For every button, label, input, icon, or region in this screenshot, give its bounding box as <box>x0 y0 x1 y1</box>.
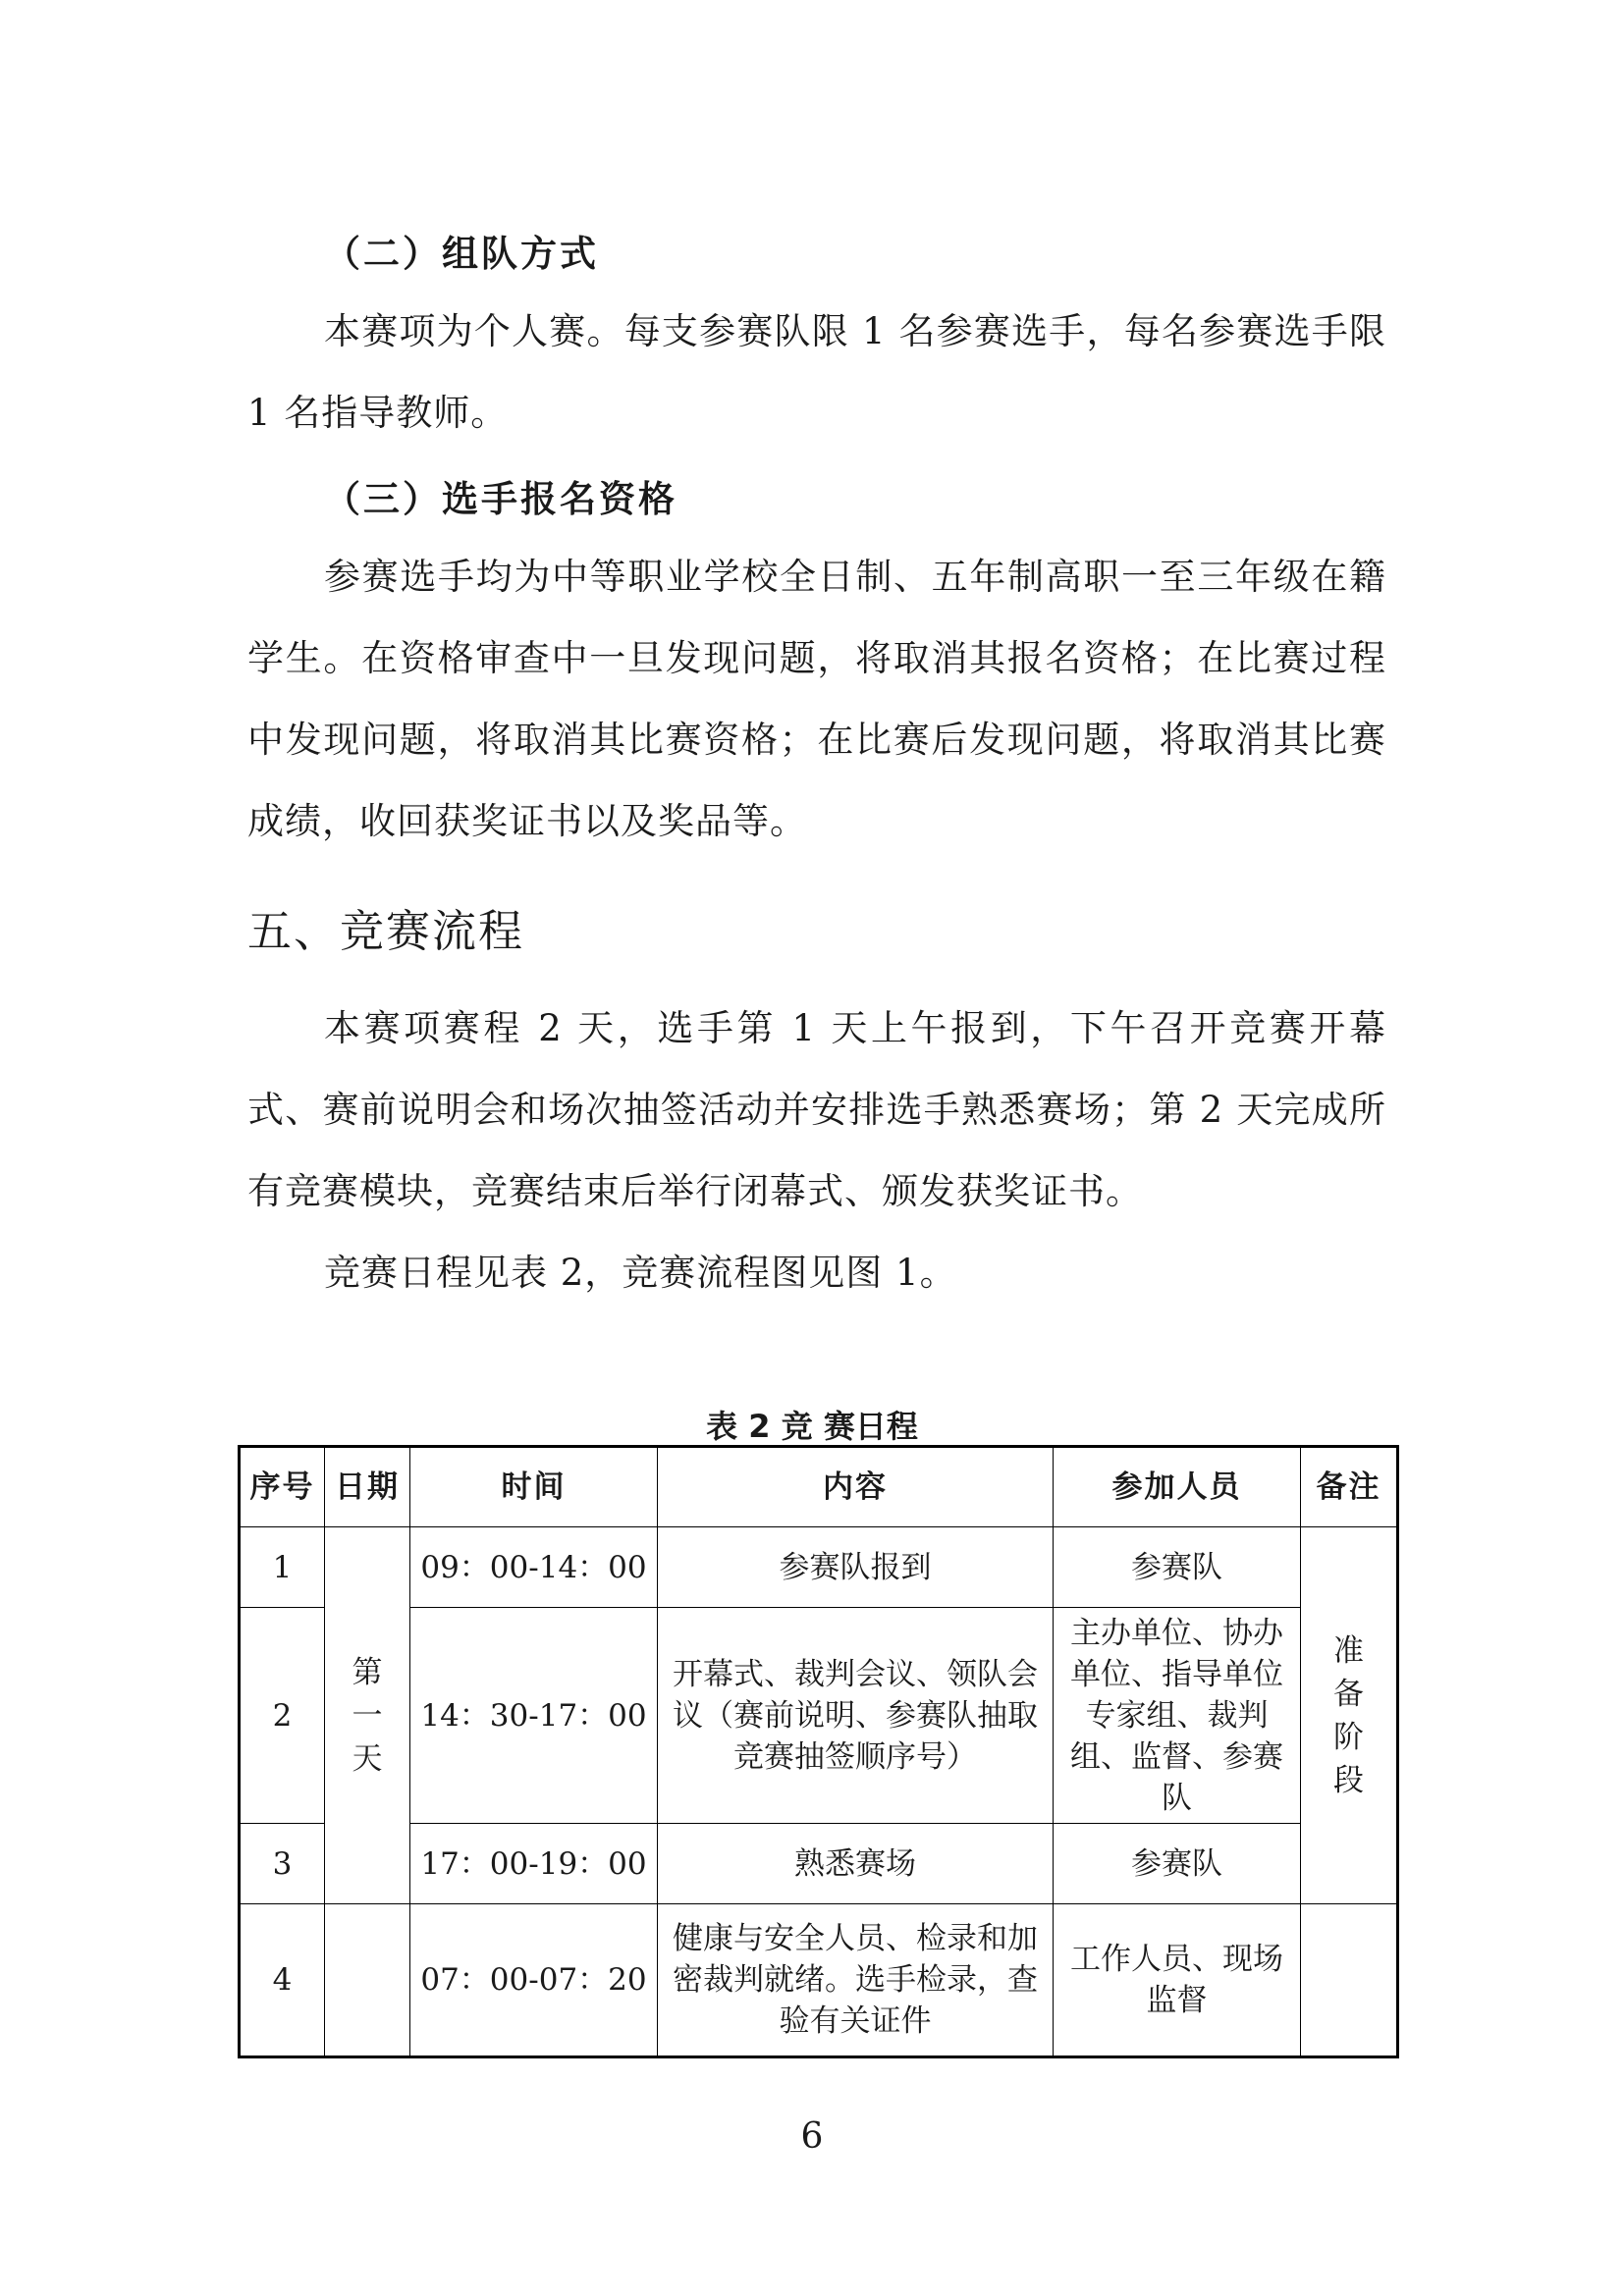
cell-content: 熟悉赛场 <box>658 1824 1054 1904</box>
table-row <box>240 1904 1398 2057</box>
cell-note-empty <box>1301 1904 1398 2057</box>
section-5-heading: 五、竞赛流程 <box>247 905 525 957</box>
cell-no: 2 <box>240 1608 325 1824</box>
cell-no: 1 <box>240 1527 325 1608</box>
cell-content: 参赛队报到 <box>658 1527 1054 1608</box>
header-date: 日期 <box>325 1447 410 1527</box>
section-3-title: （三）选手报名资格 <box>324 478 677 520</box>
table-row <box>240 1824 1398 1904</box>
section-3-text <box>247 536 1386 862</box>
cell-date-empty <box>325 1904 410 2057</box>
section-5-paragraph-1: 本赛项赛程 2 天，选手第 1 天上午报到，下午召开竞赛开幕式、赛前说明会和场次抽签活动并安排选手熟悉赛场；第 2 天完成所有竞赛模块，竞赛结束后举行闭幕式、颁发获奖证书。 <box>247 1007 1386 1212</box>
schedule-table <box>238 1445 1399 2058</box>
cell-people: 工作人员、现场监督 <box>1054 1904 1301 2057</box>
table-caption: 表 2 竞 赛日程 <box>706 1408 918 1445</box>
cell-content: 健康与安全人员、检录和加密裁判就绪。选手检录，查验有关证件 <box>658 1904 1054 2057</box>
cell-time: 14：30-17：00 <box>410 1608 658 1824</box>
cell-content: 开幕式、裁判会议、领队会议（赛前说明、参赛队抽取竞赛抽签顺序号） <box>658 1608 1054 1824</box>
page-number: 6 <box>800 2116 824 2157</box>
cell-date-day1 <box>325 1527 410 1904</box>
cell-no: 3 <box>240 1824 325 1904</box>
header-no: 序号 <box>240 1447 325 1527</box>
cell-note-prep <box>1301 1527 1398 1904</box>
section-5-text <box>247 988 1386 1313</box>
cell-people: 参赛队 <box>1054 1527 1301 1608</box>
section-2-text <box>247 291 1386 454</box>
section-5-paragraph-2: 竞赛日程见表 2，竞赛流程图见图 1。 <box>324 1252 957 1294</box>
header-content: 内容 <box>658 1447 1054 1527</box>
header-note: 备注 <box>1301 1447 1398 1527</box>
cell-people: 参赛队 <box>1054 1824 1301 1904</box>
cell-people: 主办单位、协办单位、指导单位专家组、裁判组、监督、参赛队 <box>1054 1608 1301 1824</box>
section-2-title: （二）组队方式 <box>324 233 599 275</box>
header-people: 参加人员 <box>1054 1447 1301 1527</box>
cell-no: 4 <box>240 1904 325 2057</box>
section-3-paragraph: 参赛选手均为中等职业学校全日制、五年制高职一至三年级在籍学生。在资格审查中一旦发现问题，将取消其报名资格；在比赛过程中发现问题，将取消其比赛资格；在比赛后发现问题，将取消其比赛成绩，收回获奖证书以及奖品等。 <box>247 556 1386 842</box>
header-time: 时间 <box>410 1447 658 1527</box>
day1-label: 第一天 <box>352 1654 383 1777</box>
cell-time: 17：00-19：00 <box>410 1824 658 1904</box>
note-prep-label: 准备阶段 <box>1333 1632 1364 1798</box>
cell-time: 07：00-07：20 <box>410 1904 658 2057</box>
cell-time: 09：00-14：00 <box>410 1527 658 1608</box>
section-2-paragraph: 本赛项为个人赛。每支参赛队限 1 名参赛选手，每名参赛选手限 1 名指导教师。 <box>247 310 1386 434</box>
table-row <box>240 1608 1398 1824</box>
table-header-row <box>240 1447 1398 1527</box>
table-row <box>240 1527 1398 1608</box>
